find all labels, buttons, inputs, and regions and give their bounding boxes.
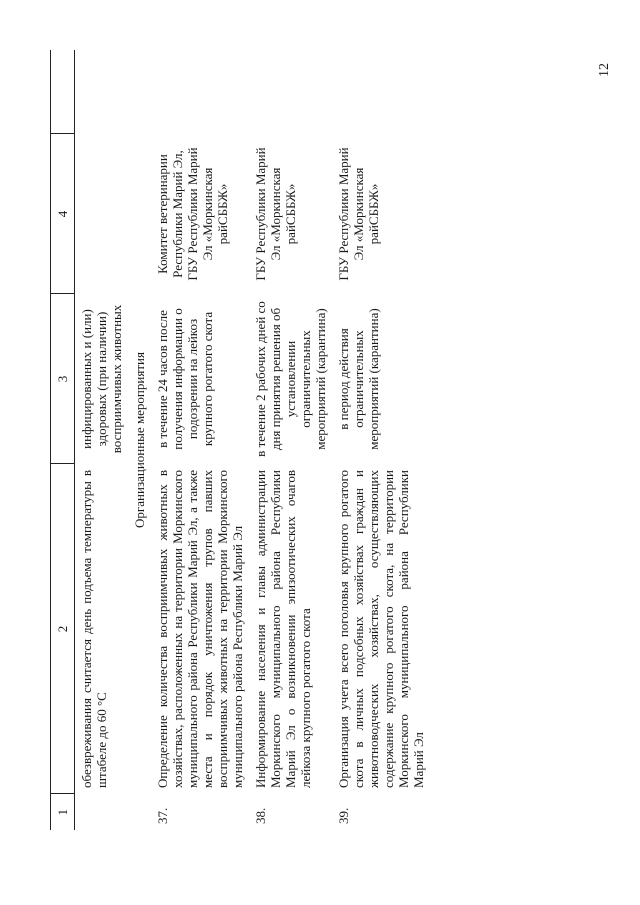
row-measure: Информирование населения и главы администрации Моркинского муниципального района Республики Марий Эл о возникновении эпизоотических очагов лейкоза крупного рогатого скота xyxy=(253,470,313,788)
table-row xyxy=(75,50,129,830)
header-col-spare xyxy=(51,50,75,134)
row-period: в период действия ограничительных мероприятий (карантина) xyxy=(336,308,381,450)
page-number: 12 xyxy=(597,63,612,77)
row-number: 39. xyxy=(336,807,351,824)
table-header-row xyxy=(51,50,75,830)
rotated-table-sheet xyxy=(50,50,580,830)
row-executor xyxy=(75,134,129,294)
header-col-4: 4 xyxy=(51,134,75,294)
section-title: Организационные мероприятия xyxy=(132,352,147,528)
table-row xyxy=(332,50,430,830)
row-number: 37. xyxy=(155,807,170,824)
row-measure: Организация учета всего поголовья крупного рогатого скота в личных подсобных хозяйствах граждан и животноводческих хозяйствах, осуществляющих содержание крупного рогатого скота, на территории Моркинского муниципального района Республики Марий Эл xyxy=(336,470,426,788)
row-number xyxy=(75,794,129,830)
row-spare xyxy=(332,50,430,134)
header-col-3: 3 xyxy=(51,294,75,464)
table-row xyxy=(151,50,249,830)
row-period: в течение 24 часов после получения информации о подозрении на лейкоз крупного рогатого скота xyxy=(155,308,215,450)
header-col-2: 2 xyxy=(51,464,75,794)
row-spare xyxy=(249,50,332,134)
row-measure: Определение количества восприимчивых животных в хозяйствах, расположенных на территории Моркинского муниципального района Республики Марий Эл, а также места и порядок уничтожения трупов павших восприимчивых животных на территории Моркинского муниципального района Республики Марий Эл xyxy=(155,470,245,788)
row-number: 38. xyxy=(253,807,268,824)
row-period: в течение 2 рабочих дней со дня принятия решения об установлении ограничительных мероприятий (карантина) xyxy=(253,301,328,457)
measures-table xyxy=(50,50,430,830)
row-executor: ГБУ Республики Марий Эл «Моркинская райСББЖ» xyxy=(253,147,298,281)
row-executor: ГБУ Республики Марий Эл «Моркинская райСББЖ» xyxy=(336,147,381,281)
row-spare xyxy=(75,50,129,134)
section-row xyxy=(128,50,151,830)
row-spare xyxy=(151,50,249,134)
row-period: инфицированных и (или) здоровых (при наличии) восприимчивых животных xyxy=(79,304,124,454)
row-executor: Комитет ветеринарии Республики Марий Эл, ГБУ Республики Марий Эл «Моркинская райСББЖ» xyxy=(155,147,230,281)
row-measure: обезвреживания считается день подъема температуры в штабеле до 60 °С xyxy=(79,470,109,788)
header-col-1: 1 xyxy=(51,794,75,830)
table-row xyxy=(249,50,332,830)
